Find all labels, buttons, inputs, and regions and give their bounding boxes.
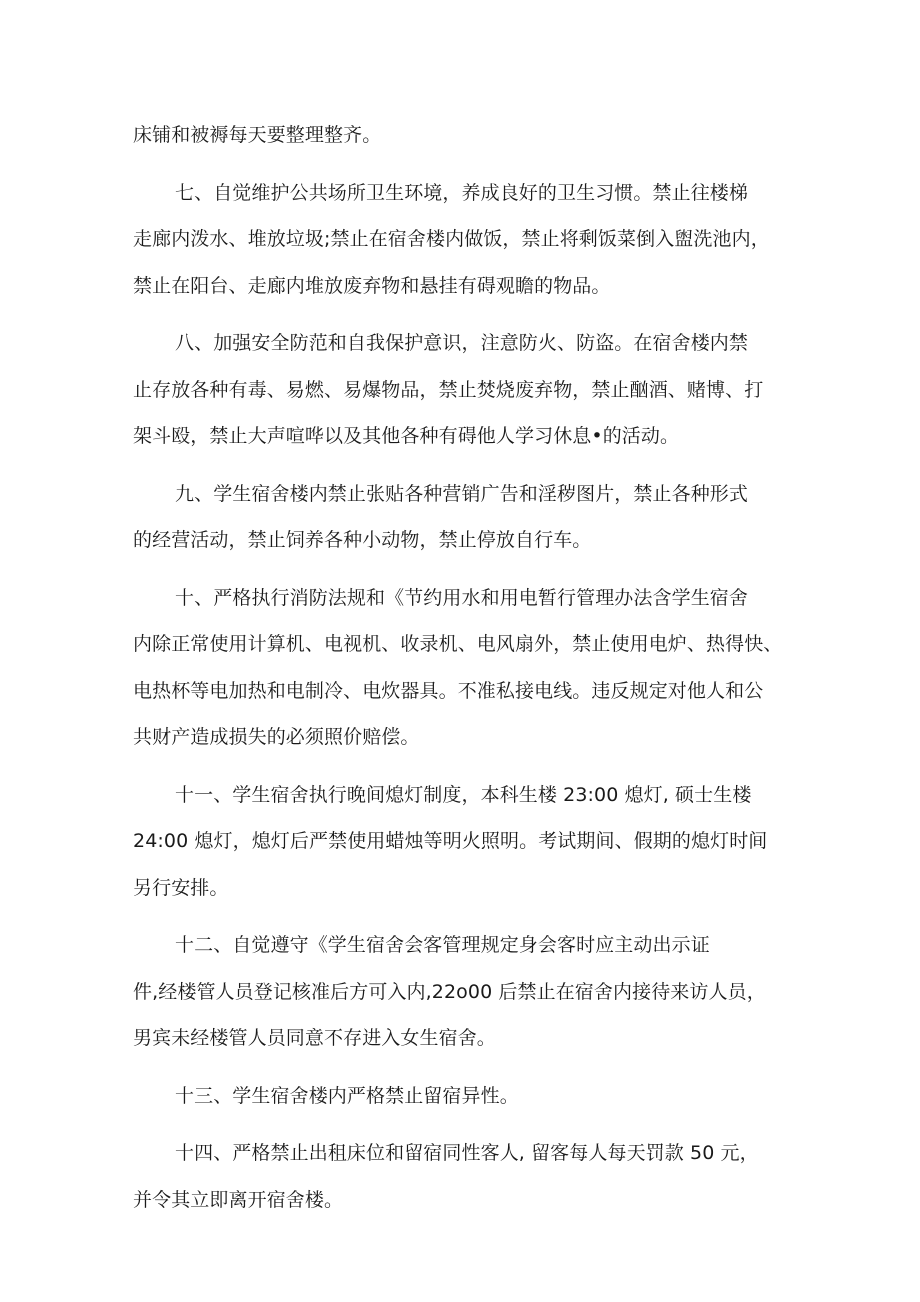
paragraph-continuation [133, 112, 795, 159]
text-line: 共财产造成损失的必须照价赔偿。 [133, 726, 420, 748]
paragraph-rule-12 [133, 922, 795, 1062]
text-line: 另行安排。 [133, 876, 229, 899]
text-line: 24:00 熄灯，熄灯后严禁使用蜡烛等明火照明。考试期间、假期的熄灯时间 [133, 830, 768, 852]
paragraph-rule-10 [133, 575, 795, 761]
text-line: 件,经楼管人员登记核准后方可入内,22o00 后禁止在宿舍内接待来访人员， [133, 980, 766, 1003]
text-line: 十、严格执行消防法规和《节约用水和用电暂行管理办法含学生宿舍 [175, 586, 749, 609]
document-body [133, 112, 795, 1223]
text-line: 的经营活动，禁止饲养各种小动物，禁止停放自行车。 [133, 529, 592, 551]
text-line: 床铺和被褥每天要整理整齐。 [133, 124, 382, 146]
text-line: 十三、学生宿舍楼内严格禁止留宿异性。 [175, 1084, 519, 1107]
text-line: 走廊内泼水、堆放垃圾;禁止在宿舍楼内做饭，禁止将剩饭菜倒入盥洗池内， [133, 228, 770, 250]
text-line: 十一、学生宿舍执行晚间熄灯制度，本科生楼 23:00 熄灯, 硕士生楼 [175, 783, 752, 806]
paragraph-rule-7 [133, 170, 795, 310]
paragraph-rule-14 [133, 1130, 795, 1223]
paragraph-rule-13 [133, 1073, 795, 1120]
text-line: 止存放各种有毒、易燃、易爆物品，禁止焚烧废弃物，禁止酗酒、赌博、打 [133, 378, 764, 401]
text-line: 十四、严格禁止出租床位和留宿同性客人, 留客每人每天罚款 50 元， [175, 1142, 759, 1164]
text-line: 并令其立即离开宿舍楼。 [133, 1188, 344, 1211]
paragraph-rule-11 [133, 772, 795, 912]
text-line: 电热杯等电加热和电制冷、电炊器具。不准私接电线。违反规定对他人和公 [133, 679, 764, 702]
text-line: 架斗殴，禁止大声喧哗以及其他各种有碍他人学习休息•的活动。 [133, 425, 680, 447]
text-line: 九、学生宿舍楼内禁止张贴各种营销广告和淫秽图片，禁止各种形式 [175, 482, 749, 505]
text-line: 八、加强安全防范和自我保护意识，注意防火、防盗。在宿舍楼内禁 [175, 332, 749, 354]
text-line: 七、自觉维护公共场所卫生环境，养成良好的卫生习惯。禁止往楼梯 [175, 181, 749, 204]
text-line: 十二、自觉遵守《学生宿舍会客管理规定身会客时应主动出示证 [175, 934, 710, 956]
paragraph-rule-8 [133, 320, 795, 460]
text-line: 男宾未经楼管人员同意不存进入女生宿舍。 [133, 1027, 496, 1049]
text-line: 禁止在阳台、走廊内堆放废弃物和悬挂有碍观瞻的物品。 [133, 274, 611, 297]
paragraph-rule-9 [133, 471, 795, 564]
text-line: 内除正常使用计算机、电视机、收录机、电风扇外，禁止使用电炉、热得快、 [133, 633, 783, 655]
